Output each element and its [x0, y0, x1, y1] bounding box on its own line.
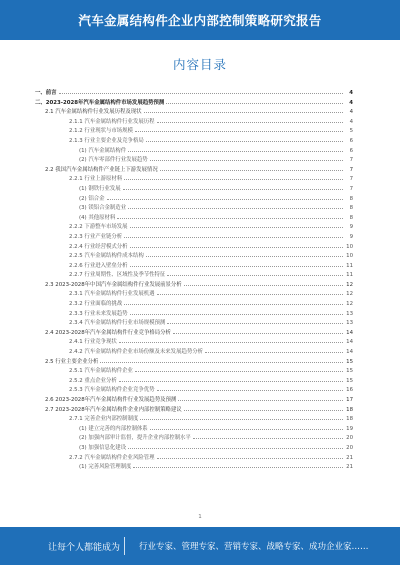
toc-entry[interactable]: [35, 213, 353, 223]
toc-entry-page: 19: [346, 425, 353, 432]
toc-leader-dots: [130, 222, 343, 228]
toc-entry-text: (1) 钢铁行业发展: [79, 185, 121, 192]
toc-leader-dots: [128, 203, 343, 209]
toc-entry[interactable]: [35, 328, 353, 338]
toc-entry-text: 2.3.1 汽车金属结构件行业发展机遇: [69, 291, 155, 298]
toc-leader-dots: [128, 146, 343, 152]
toc-entry-page: 14: [346, 339, 353, 346]
toc-entry-page: 11: [346, 262, 353, 269]
footer-bar: [0, 527, 400, 565]
toc-leader-dots: [157, 453, 343, 459]
toc-leader-dots: [130, 261, 343, 267]
toc-entry[interactable]: [35, 376, 353, 386]
toc-entry-page: 14: [346, 329, 353, 336]
toc-leader-dots: [123, 184, 343, 190]
toc-entry-text: (2) 汽车零部件行业发展趋势: [79, 157, 148, 164]
toc-entry[interactable]: [35, 385, 353, 395]
toc-entry[interactable]: [35, 165, 353, 175]
toc-leader-dots: [130, 242, 343, 248]
toc-leader-dots: [146, 136, 343, 142]
toc-entry[interactable]: [35, 174, 353, 184]
toc-entry-text: 2.5.1 汽车金属结构件企业: [69, 368, 133, 375]
toc-entry-text: 2.1.1 汽车金属结构件行业发展历程: [69, 118, 155, 125]
toc-entry-text: 2.7.1 完善企业内部控制制度: [69, 416, 139, 423]
footer-divider: [124, 537, 125, 555]
toc-entry-page: 4: [349, 99, 353, 106]
toc-entry-page: 18: [346, 416, 353, 423]
toc-entry-text: (1) 汽车金属结构件: [79, 147, 127, 154]
toc-entry-page: 6: [349, 137, 353, 144]
toc-entry[interactable]: [35, 395, 353, 405]
toc-entry[interactable]: [35, 146, 353, 156]
toc-entry-page: 21: [346, 454, 353, 461]
toc-entry-text: 2.1 汽车金属结构件行业发展历程及现状: [45, 109, 142, 116]
toc-entry[interactable]: [35, 357, 353, 367]
toc-leader-dots: [167, 318, 343, 324]
toc-entry-text: 2.4 2023-2028年汽车金属结构件行业竞争格局分析: [45, 329, 171, 336]
toc-entry[interactable]: [35, 261, 353, 271]
toc-leader-dots: [193, 433, 343, 439]
toc-leader-dots: [119, 337, 343, 343]
toc-entry-text: 2.4.2 汽车金属结构件企业市场份额及未来发展趋势分析: [69, 349, 204, 356]
toc-entry[interactable]: [35, 136, 353, 146]
toc-entry-page: 7: [349, 185, 353, 192]
toc-entry[interactable]: [35, 126, 353, 136]
toc-entry[interactable]: [35, 184, 353, 194]
toc-heading: 内容目录: [172, 57, 227, 72]
toc-entry-text: 2.2.3 行业产业链分析: [69, 233, 123, 240]
toc-entry-text: 2.1.3 行业主要企业及竞争格局: [69, 137, 144, 144]
toc-leader-dots: [157, 385, 343, 391]
toc-entry-text: 2.7.2 汽车金属结构件企业风险管理: [69, 454, 155, 461]
toc-entry-text: (4) 其他原材料: [79, 214, 116, 221]
toc-entry-page: 11: [346, 272, 353, 279]
report-title: 汽车金属结构件企业内部控制策略研究报告: [78, 13, 322, 28]
toc-entry-text: 2.5.3 汽车金属结构件企业竞争优势: [69, 387, 155, 394]
toc-leader-dots: [144, 107, 343, 113]
toc-entry[interactable]: [35, 443, 353, 453]
toc-entry-page: 4: [349, 109, 353, 116]
toc-entry-text: 2.2.7 行业周期性、区域性及季节性特征: [69, 272, 166, 279]
toc-entry-page: 21: [346, 464, 353, 471]
toc-entry[interactable]: [35, 299, 353, 309]
toc-entry[interactable]: [35, 462, 353, 472]
toc-entry-text: 2.4.1 行业竞争现状: [69, 339, 117, 346]
toc-entry-page: 13: [346, 310, 353, 317]
toc-leader-dots: [107, 194, 343, 200]
toc-entry-page: 7: [349, 166, 353, 173]
toc-entry-text: 二、2023-2028年汽车金属结构件市场发展趋势预测: [35, 99, 165, 106]
toc-entry[interactable]: [35, 107, 353, 117]
toc-entry-text: 2.3.4 汽车金属结构件行业市场规模预测: [69, 320, 166, 327]
toc-entry-page: 12: [346, 281, 353, 288]
toc-leader-dots: [128, 443, 343, 449]
toc-entry-text: 2.7 2023-2028年汽车金属结构件企业内部控制策略建议: [45, 406, 182, 413]
toc-leader-dots: [135, 366, 343, 372]
toc-entry[interactable]: [35, 337, 353, 347]
toc-entry[interactable]: [35, 88, 353, 98]
toc-leader-dots: [184, 405, 343, 411]
toc-leader-dots: [100, 357, 343, 363]
toc-entry-page: 4: [349, 118, 353, 125]
toc-entry[interactable]: [35, 203, 353, 213]
toc-leader-dots: [178, 395, 343, 401]
toc-leader-dots: [117, 213, 343, 219]
toc-leader-dots: [133, 462, 343, 468]
toc-leader-dots: [184, 280, 343, 286]
toc-entry-page: 14: [346, 349, 353, 356]
toc-entry-text: 2.2.5 汽车金属结构件成本结构: [69, 253, 144, 260]
toc-leader-dots: [173, 328, 343, 334]
toc-entry-text: (1) 完善风险管理制度: [79, 464, 132, 471]
toc-entry[interactable]: [35, 289, 353, 299]
toc-entry-page: 7: [349, 157, 353, 164]
toc-leader-dots: [166, 98, 343, 104]
toc-entry-text: (2) 铝合金: [79, 195, 105, 202]
toc-leader-dots: [157, 117, 343, 123]
toc-entry-page: 9: [349, 224, 353, 231]
toc-entry-page: 20: [346, 444, 353, 451]
header-bar: [0, 0, 400, 40]
toc-entry[interactable]: [35, 453, 353, 463]
toc-leader-dots: [150, 155, 343, 161]
toc-entry-page: 5: [349, 128, 353, 135]
toc-entry-text: 2.3.2 行业面临的挑战: [69, 301, 123, 308]
toc-entry-page: 15: [346, 377, 353, 384]
toc-entry-page: 7: [349, 176, 353, 183]
page-number: 1: [198, 514, 202, 520]
toc-entry-text: 2.3 2023-2028年中国汽车金属结构件行业发展前景分析: [45, 281, 182, 288]
toc-entry[interactable]: [35, 194, 353, 204]
toc-entry[interactable]: [35, 232, 353, 242]
toc-entry-text: (2) 加强内部审计监督，提升企业内部控制水平: [79, 435, 191, 442]
toc-entry-text: 2.1.2 行业现状与市场规模: [69, 128, 133, 135]
toc-leader-dots: [140, 414, 343, 420]
toc-entry-text: 2.6 2023-2028年汽车金属结构件行业发展趋势及预测: [45, 397, 177, 403]
toc-entry-page: 18: [346, 406, 353, 413]
toc-entry-text: 2.2.4 行业经营模式分析: [69, 243, 128, 250]
toc-leader-dots: [124, 174, 343, 180]
toc-entry-page: 9: [349, 233, 353, 240]
table-of-contents: [35, 88, 353, 472]
toc-entry-text: 2.2.1 行业上游原材料: [69, 176, 123, 183]
toc-entry-text: (1) 建立完善的内部控制体系: [79, 425, 148, 432]
toc-entry-page: 10: [346, 253, 353, 260]
toc-entry[interactable]: [35, 222, 353, 232]
toc-entry-page: 8: [349, 214, 353, 221]
toc-entry[interactable]: [35, 242, 353, 252]
toc-entry[interactable]: [35, 251, 353, 261]
toc-entry-page: 13: [346, 320, 353, 327]
toc-entry[interactable]: [35, 270, 353, 280]
toc-leader-dots: [119, 376, 343, 382]
toc-entry-page: 8: [349, 195, 353, 202]
toc-leader-dots: [130, 309, 343, 315]
toc-entry[interactable]: [35, 433, 353, 443]
toc-entry-text: 2.2.2 下游整车市场发展: [69, 224, 128, 231]
toc-entry-page: 17: [346, 397, 353, 403]
toc-leader-dots: [157, 289, 343, 295]
toc-leader-dots: [205, 347, 343, 353]
toc-entry[interactable]: [35, 117, 353, 127]
toc-entry-page: 6: [349, 147, 353, 154]
toc-entry-page: 15: [346, 358, 353, 365]
toc-leader-dots: [146, 251, 343, 257]
toc-leader-dots: [150, 424, 343, 430]
toc-leader-dots: [135, 126, 343, 132]
toc-leader-dots: [167, 270, 343, 276]
toc-entry-page: 12: [346, 291, 353, 298]
toc-entry-text: 一、前言: [35, 90, 57, 96]
toc-entry[interactable]: [35, 280, 353, 290]
toc-entry[interactable]: [35, 309, 353, 319]
toc-entry-text: 2.2.6 行业进入壁垒分析: [69, 262, 128, 269]
toc-entry[interactable]: [35, 155, 353, 165]
footer-slogan-right: 行业专家、管理专家、营销专家、战略专家、成功企业家……: [139, 542, 369, 552]
toc-entry-page: 12: [346, 301, 353, 308]
toc-entry-text: 2.2 我国汽车金属结构件产业链上下游发展情况: [45, 166, 158, 173]
toc-entry[interactable]: [35, 414, 353, 424]
toc-leader-dots: [59, 88, 343, 94]
toc-entry-text: (3) 镁铝合金制造业: [79, 205, 127, 212]
toc-entry[interactable]: [35, 347, 353, 357]
toc-leader-dots: [124, 299, 343, 305]
toc-entry-page: 4: [349, 90, 353, 96]
toc-entry-page: 8: [349, 205, 353, 212]
toc-entry[interactable]: [35, 405, 353, 415]
toc-entry[interactable]: [35, 366, 353, 376]
toc-entry-page: 20: [346, 435, 353, 442]
toc-entry-page: 15: [346, 368, 353, 375]
toc-entry-page: 10: [346, 243, 353, 250]
toc-entry[interactable]: [35, 318, 353, 328]
toc-entry[interactable]: [35, 424, 353, 434]
toc-entry-text: 2.3.3 行业未来发展趋势: [69, 310, 128, 317]
footer-slogan-left: 让每个人都能成为: [48, 542, 121, 553]
toc-leader-dots: [160, 165, 343, 171]
toc-entry-page: 16: [346, 387, 353, 394]
toc-entry-text: (3) 加强信息化建设: [79, 444, 127, 451]
toc-entry-text: 2.5 行业主要企业分析: [45, 358, 99, 365]
toc-entry-text: 2.5.2 重点企业分析: [69, 377, 117, 384]
toc-leader-dots: [124, 232, 343, 238]
toc-entry[interactable]: [35, 98, 353, 108]
